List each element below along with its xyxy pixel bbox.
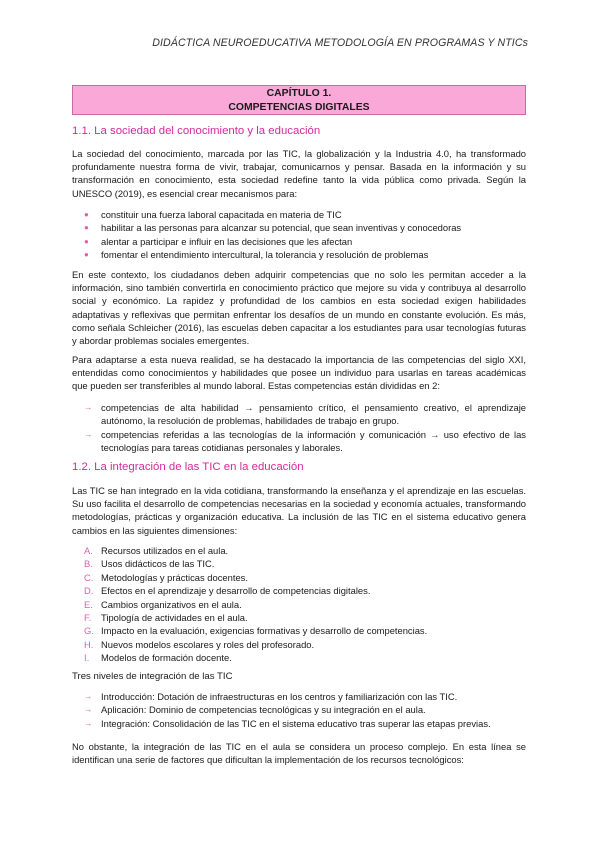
arrow-right-icon: → [84, 717, 93, 728]
bullet-icon: ● [84, 236, 89, 246]
arrow-right-icon: → [84, 704, 93, 715]
levels-list [84, 690, 526, 730]
list-item: C. Metodologías y prácticas docentes. [84, 571, 248, 583]
list-item: → competencias de alta habilidad → pensamiento crítico, el pensamiento creativo, el aprendizaje autónomo, la resolución de problemas, habilidades de trabajo en grupo. [84, 402, 527, 427]
list-item: I. Modelos de formación docente. [84, 652, 232, 664]
arrow-right-icon: → [84, 428, 93, 439]
unesco-bullet-list [84, 208, 526, 262]
section-1-1-para2: En este contexto, los ciudadanos deben adquirir competencias que no solo les permitan acceder a la información, sino también convertirla en conocimiento práctico que mejore su vida y contribuya al desarrollo social y económico. La rapidez y profundidad de los cambios en esta sociedad exigen habilidades adaptativas y reflexivas que permitan enfrentar los desafíos de un mundo en constante evolución. Es más, como señala Schleicher (2016), las escuelas deben capacitar a los estudiantes para usar tecnologías futuras y abordar problemas sociales emergentes. [72, 269, 526, 347]
list-item: ● habilitar a las personas para alcanzar su potencial, que sean inventivas y conocedoras [84, 222, 462, 234]
list-item: A. Recursos utilizados en el aula. [84, 545, 229, 556]
bullet-icon: ● [84, 250, 89, 260]
running-header: DIDÁCTICA NEUROEDUCATIVA METODOLOGÍA EN PROGRAMAS Y NTICs [152, 37, 528, 49]
list-item: → Aplicación: Dominio de competencias tecnológicas y su integración en el aula. [84, 704, 426, 716]
list-item: ● constituir una fuerza laboral capacitada en materia de TIC [84, 209, 342, 220]
list-item: → competencias referidas a las tecnologías de la información y comunicación → uso efectivo de las tecnologías para tareas cotidianas personales y laborales. [84, 428, 526, 454]
list-item: B. Usos didácticos de las TIC. [84, 558, 215, 570]
list-item: E. Cambios organizativos en el aula. [84, 598, 242, 610]
levels-title: Tres niveles de integración de las TIC [72, 671, 233, 682]
section-1-2-intro: Las TIC se han integrado en la vida cotidiana, transformando la enseñanza y el aprendizaje en las escuelas. Su uso facilita el desarrollo de competencias necesarias en la sociedad y economía actuales, transformando metodologías, prácticas y organización educativa. La inclusión de las TIC en el sistema educativo genera cambios en las siguientes dimensiones: [72, 485, 526, 536]
chapter-heading-box [72, 85, 526, 115]
bullet-icon: ● [84, 223, 89, 233]
arrow-right-icon: → [84, 691, 93, 701]
section-1-1-para3: Para adaptarse a esta nueva realidad, se ha destacado la importancia de las competencias del siglo XXI, entendidas como conocimientos y habilidades que posee un individuo para usarlas en tareas académicas que pueden ser transferibles al mundo laboral. Estas competencias están divididas en 2: [72, 354, 526, 392]
list-item: → Integración: Consolidación de las TIC en el sistema educativo tras superar las etapas previas. [84, 717, 491, 729]
section-1-1-title: 1.1. La sociedad del conocimiento y la educación [72, 125, 321, 137]
chapter-label: CAPÍTULO 1. [266, 88, 332, 99]
arrow-right-icon: → [84, 402, 93, 412]
list-item: F. Tipología de actividades en el aula. [84, 612, 248, 624]
bullet-icon: ● [84, 210, 89, 219]
section-1-2-title: 1.2. La integración de las TIC en la educación [72, 461, 304, 473]
list-item: → Introducción: Dotación de infraestructuras en los centros y familiarización con las TIC. [84, 691, 458, 702]
dimensions-list [84, 544, 526, 665]
list-item: D. Efectos en el aprendizaje y desarrollo de competencias digitales. [84, 585, 371, 597]
section-1-1-intro: La sociedad del conocimiento, marcada por las TIC, la globalización y la Industria 4.0, ha transformado profundamente nuestra forma de vivir, trabajar, comunicarnos y pensar. Basada en la información y su transformación en conocimiento, esta sociedad redefine tanto la vida pública como privada. Según la UNESCO (2019), es esencial crear mecanismos para: [72, 148, 526, 199]
competencias-list [84, 401, 526, 455]
section-1-2-closing: No obstante, la integración de las TIC en el aula se considera un proceso complejo. En esta línea se identifican una serie de factores que dificultan la implementación de los recursos tecnológicos: [72, 741, 526, 766]
list-item: ● alentar a participar e influir en las decisiones que les afectan [84, 235, 353, 247]
list-item: ● fomentar el entendimiento intercultural, la tolerancia y resolución de problemas [84, 249, 429, 261]
chapter-title: COMPETENCIAS DIGITALES [228, 102, 370, 113]
list-item: G. Impacto en la evaluación, exigencias formativas y desarrollo de competencias. [84, 625, 428, 637]
list-item: H. Nuevos modelos escolares y roles del profesorado. [84, 638, 315, 650]
